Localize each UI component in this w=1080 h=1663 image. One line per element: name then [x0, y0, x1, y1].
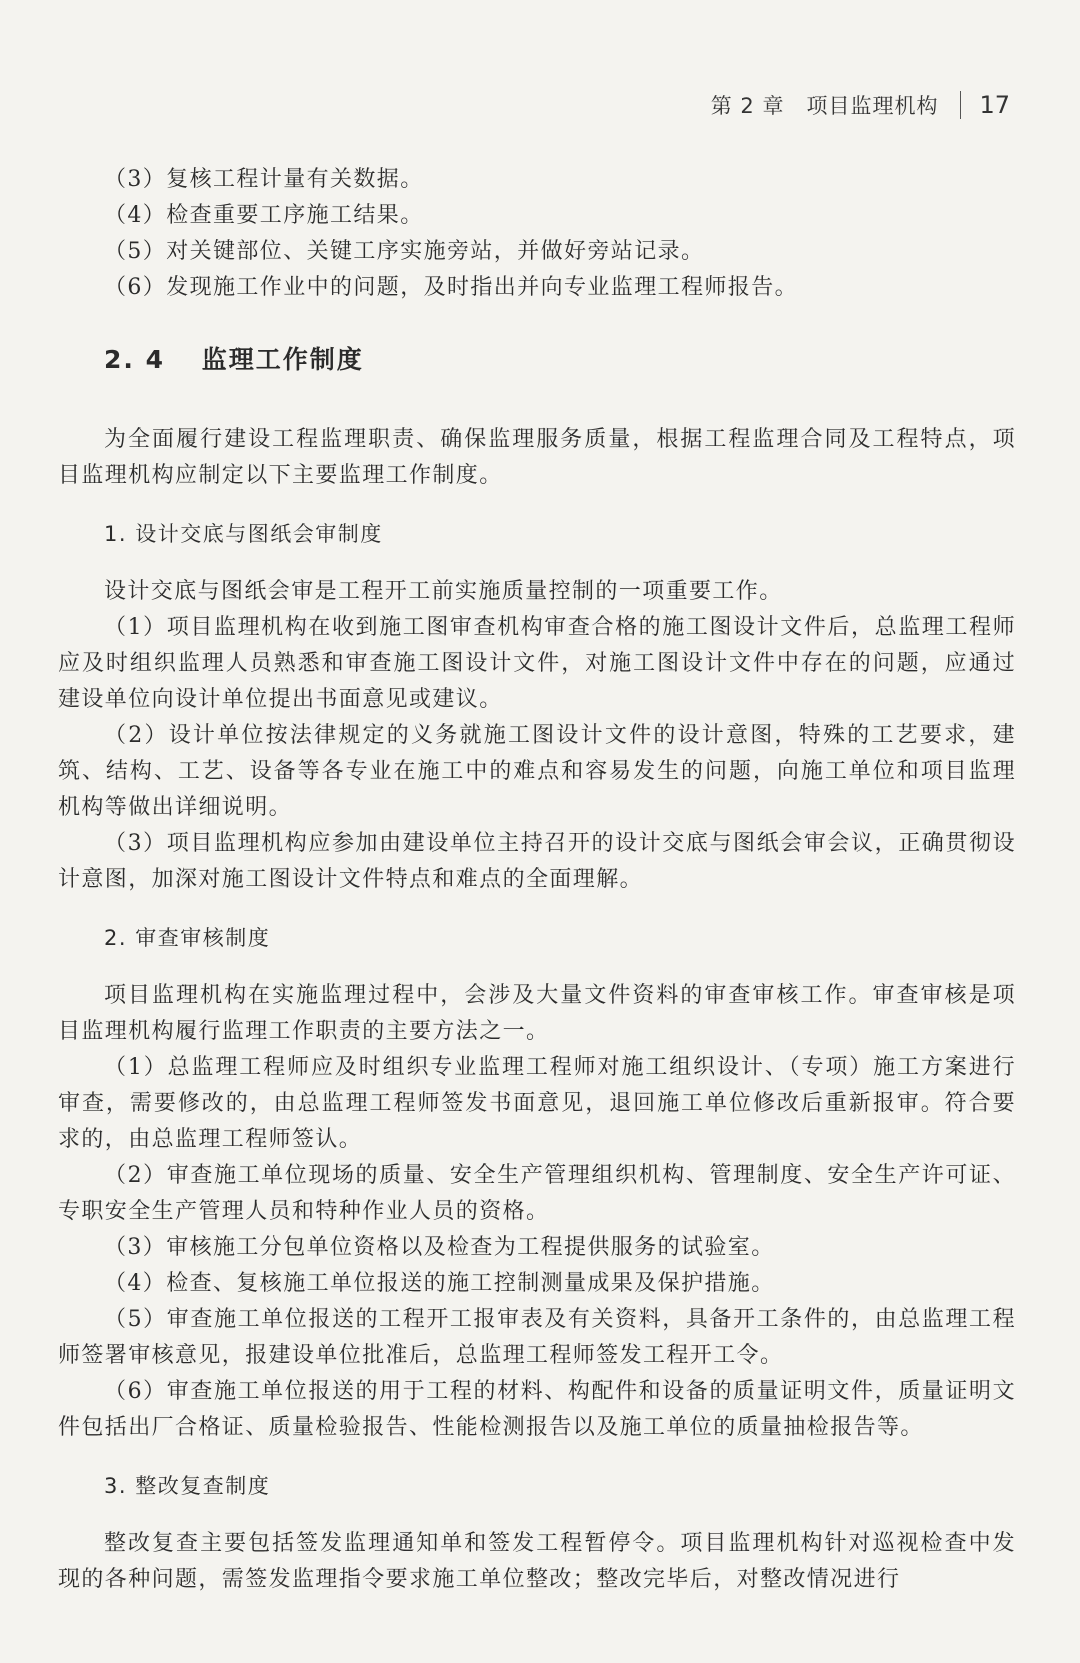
- running-header: [711, 90, 1010, 120]
- section-number: 2. 4: [104, 345, 165, 374]
- section-title: 监理工作制度: [201, 345, 364, 374]
- paragraph: （4）检查、复核施工单位报送的施工控制测量成果及保护措施。: [104, 1271, 775, 1296]
- subsection-heading-3: 3. 整改复查制度: [104, 1474, 271, 1498]
- list-item: （4）检查重要工序施工结果。: [104, 203, 424, 228]
- paragraph: （2）设计单位按法律规定的义务就施工图设计文件的设计意图，特殊的工艺要求，建筑、结构、工艺、设备等各专业在施工中的难点和容易发生的问题，向施工单位和项目监理机构等做出详细说明。: [58, 723, 1016, 820]
- paragraph: 项目监理机构在实施监理过程中，会涉及大量文件资料的审查审核工作。审查审核是项目监理机构履行监理工作职责的主要方法之一。: [58, 983, 1016, 1044]
- paragraph: 设计交底与图纸会审是工程开工前实施质量控制的一项重要工作。: [104, 579, 783, 604]
- list-item: （3）复核工程计量有关数据。: [104, 167, 424, 192]
- chapter-label: 第 2 章: [710, 94, 785, 118]
- header-divider: [960, 91, 961, 119]
- list-item: （6）发现施工作业中的问题，及时指出并向专业监理工程师报告。: [104, 275, 798, 300]
- paragraph: （1）总监理工程师应及时组织专业监理工程师对施工组织设计、（专项）施工方案进行审查，需要修改的，由总监理工程师签发书面意见，退回施工单位修改后重新报审。符合要求的，由总监理工程师签认。: [58, 1055, 1016, 1152]
- subsection-heading-1: 1. 设计交底与图纸会审制度: [104, 522, 383, 546]
- page-number: 17: [979, 91, 1010, 119]
- section-heading: [104, 342, 1016, 378]
- paragraph: （3）项目监理机构应参加由建设单位主持召开的设计交底与图纸会审会议，正确贯彻设计意图，加深对施工图设计文件特点和难点的全面理解。: [58, 831, 1016, 892]
- paragraph: （1）项目监理机构在收到施工图审查机构审查合格的施工图设计文件后，总监理工程师应及时组织监理人员熟悉和审查施工图设计文件，对施工图设计文件中存在的问题，应通过建设单位向设计单位提出书面意见或建议。: [58, 615, 1016, 712]
- paragraph: （6）审查施工单位报送的用于工程的材料、构配件和设备的质量证明文件，质量证明文件包括出厂合格证、质量检验报告、性能检测报告以及施工单位的质量抽检报告等。: [58, 1379, 1016, 1440]
- paragraph: （2）审查施工单位现场的质量、安全生产管理组织机构、管理制度、安全生产许可证、专职安全生产管理人员和特种作业人员的资格。: [58, 1163, 1016, 1224]
- paragraph: （3）审核施工分包单位资格以及检查为工程提供服务的试验室。: [104, 1235, 775, 1260]
- subsection-heading-2: 2. 审查审核制度: [104, 926, 271, 950]
- list-item: （5）对关键部位、关键工序实施旁站，并做好旁站记录。: [104, 239, 705, 264]
- page-body: [58, 162, 1016, 1598]
- paragraph: 整改复查主要包括签发监理通知单和签发工程暂停令。项目监理机构针对巡视检查中发现的各种问题，需签发监理指令要求施工单位整改；整改完毕后，对整改情况进行: [58, 1531, 1016, 1592]
- section-intro: 为全面履行建设工程监理职责、确保监理服务质量，根据工程监理合同及工程特点，项目监理机构应制定以下主要监理工作制度。: [58, 427, 1016, 488]
- chapter-title: 项目监理机构: [806, 94, 939, 118]
- paragraph: （5）审查施工单位报送的工程开工报审表及有关资料，具备开工条件的，由总监理工程师签署审核意见，报建设单位批准后，总监理工程师签发工程开工令。: [58, 1307, 1016, 1368]
